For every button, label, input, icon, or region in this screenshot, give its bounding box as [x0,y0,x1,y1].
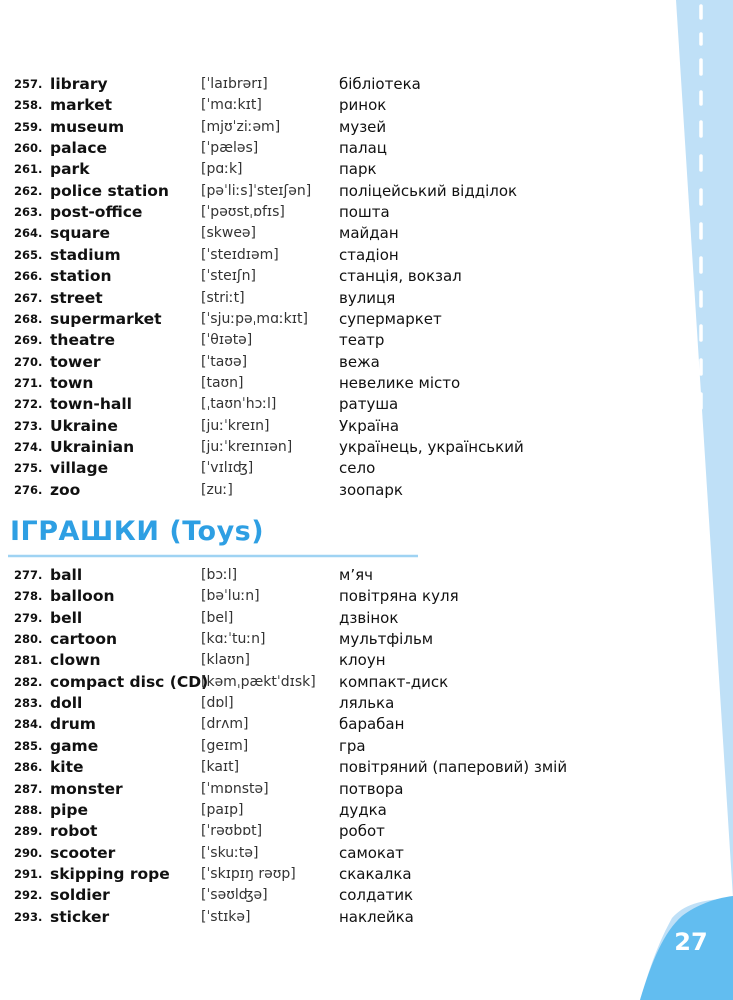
entry-number: 289. [14,824,43,839]
page-number: 27 [674,928,708,956]
transcription: [bɔːl] [201,567,238,583]
english-word: scooter [50,843,116,862]
entry-number: 287. [14,781,43,796]
ukrainian-translation: українець, український [339,437,524,456]
english-word: Ukrainian [50,437,135,456]
transcription: [ˈrəʊbɒt] [201,823,263,840]
entry-number: 269. [14,333,43,348]
transcription: [skweə] [201,225,257,242]
entry-number: 260. [14,141,43,156]
transcription: [pəˈliːs]ˈsteɪʃən] [201,182,312,199]
ukrainian-translation: вежа [339,352,380,371]
ukrainian-translation: вулиця [339,288,396,307]
ukrainian-translation: пошта [339,203,390,222]
english-word: compact disc (CD) [50,672,209,691]
english-word: balloon [50,587,115,606]
transcription: [ˈmɒnstə] [201,780,269,797]
entry-number: 281. [14,653,43,668]
entry-number: 265. [14,247,43,262]
ukrainian-translation: поліцейський відділок [339,181,518,200]
english-word: sticker [50,907,110,926]
ukrainian-translation: скакалка [339,864,412,883]
entry-number: 288. [14,802,43,817]
english-word: zoo [50,480,81,499]
transcription: [bəˈluːn] [201,588,260,605]
entry-number: 273. [14,418,43,433]
entry-number: 258. [14,98,43,113]
ukrainian-translation: зоопарк [339,480,403,499]
ukrainian-translation: мультфільм [339,630,434,649]
transcription: [ˈmɑːkɪt] [201,97,262,114]
transcription: [taʊn] [201,374,244,391]
english-word: doll [50,694,83,713]
entry-number: 283. [14,696,43,711]
ukrainian-translation: гра [339,736,366,755]
transcription: [ˈsteɪʃn] [201,268,256,285]
english-word: town-hall [50,395,132,414]
english-word: bell [50,608,83,627]
english-word: park [50,160,90,179]
transcription: [klaʊn] [201,652,251,669]
ukrainian-translation: повітряна куля [339,587,459,606]
entry-number: 277. [14,568,43,582]
english-word: monster [50,779,123,798]
english-word: market [50,96,113,115]
transcription: [geɪm] [201,737,249,754]
english-word: ball [50,566,83,584]
ukrainian-translation: м’яч [339,566,373,584]
ukrainian-translation: майдан [339,224,399,243]
entry-number: 291. [14,866,43,881]
entry-number: 262. [14,183,43,198]
english-word: cartoon [50,630,118,649]
entry-number: 271. [14,375,43,390]
english-word: robot [50,822,98,841]
transcription: [striːt] [201,289,245,306]
page-edge-decoration [638,0,733,1000]
ukrainian-translation: клоун [339,651,386,670]
entry-number: 285. [14,738,43,753]
english-word: museum [50,117,125,136]
english-word: theatre [50,331,115,350]
transcription: [juːˈkreɪn] [201,417,270,434]
ukrainian-translation: музей [339,117,387,136]
entry-number: 261. [14,162,43,177]
entry-number: 267. [14,290,43,305]
entry-number: 275. [14,461,43,476]
transcription: [ˈvɪlɪʤ] [201,460,254,477]
ukrainian-translation: самокат [339,843,404,862]
entry-number: 276. [14,482,43,497]
section-title-underline [8,554,418,558]
transcription: [dɒl] [201,695,234,712]
ukrainian-translation: ринок [339,96,387,115]
entry-number: 279. [14,610,43,625]
transcription: [ˈsəʊlʤə] [201,887,268,904]
transcription: [ˈstɪkə] [201,908,251,925]
transcription: [paɪp] [201,801,244,818]
ukrainian-translation: повітряний (паперовий) змій [339,758,568,777]
ukrainian-translation: бібліотека [339,75,421,93]
entry-number: 263. [14,205,43,220]
ukrainian-translation: дзвінок [339,608,399,627]
english-word: supermarket [50,309,162,328]
english-word: village [50,459,109,478]
ukrainian-translation: палац [339,139,387,158]
transcription: [zuː] [201,481,233,498]
transcription: [ˈpæləs] [201,140,259,157]
ukrainian-translation: лялька [339,694,395,713]
entry-number: 270. [14,354,43,369]
english-word: pipe [50,800,89,819]
ukrainian-translation: станція, вокзал [339,267,462,286]
transcription: [ˈtaʊə] [201,353,248,370]
transcription: [ˈskuːtə] [201,844,259,861]
entry-number: 274. [14,439,43,454]
transcription: [drʌm] [201,716,249,733]
entry-number: 278. [14,589,43,604]
ukrainian-translation: супермаркет [339,309,442,328]
english-word: police station [50,181,169,200]
english-word: drum [50,715,96,734]
ukrainian-translation: стадіон [339,245,399,264]
ukrainian-translation: наклейка [339,907,414,926]
side-panel [640,0,733,1000]
ukrainian-translation: дудка [339,800,387,819]
english-word: tower [50,352,101,371]
entry-number: 286. [14,760,43,775]
transcription: [ˈlaɪbrərɪ] [201,76,268,92]
ukrainian-translation: Україна [339,416,400,435]
entry-number: 264. [14,226,43,241]
transcription: [kɑːˈtuːn] [201,631,266,648]
ukrainian-translation: ратуша [339,395,399,414]
english-word: Ukraine [50,416,118,435]
english-word: skipping rope [50,864,170,883]
transcription: [kəmˌpæktˈdɪsk] [201,673,316,690]
entry-number: 292. [14,888,43,903]
ukrainian-translation: село [339,459,376,478]
english-word: library [50,75,108,93]
transcription: [ˈsjuːpəˌmɑːkɪt] [201,310,308,327]
english-word: soldier [50,886,110,905]
ukrainian-translation: робот [339,822,385,841]
entry-number: 257. [14,77,43,91]
ukrainian-translation: компакт-диск [339,672,449,691]
ukrainian-translation: барабан [339,715,405,734]
english-word: game [50,736,99,755]
transcription: [ˈskɪpɪŋ rəʊp] [201,865,296,882]
entry-number: 282. [14,674,43,689]
transcription: [kaɪt] [201,759,240,776]
english-word: street [50,288,103,307]
transcription: [ˈsteɪdɪəm] [201,246,279,263]
transcription: [pɑːk] [201,161,243,178]
transcription: [ˈθɪətə] [201,332,253,349]
entry-number: 259. [14,119,43,134]
english-word: stadium [50,245,121,264]
transcription: [bel] [201,609,234,626]
ukrainian-translation: потвора [339,779,404,798]
english-word: clown [50,651,101,670]
transcription: [juːˈkreɪnɪən] [201,438,293,455]
english-word: palace [50,139,108,158]
english-word: square [50,224,110,243]
transcription: [ˈpəʊstˌɒfɪs] [201,204,285,221]
ukrainian-translation: парк [339,160,377,179]
transcription: [mjʊˈziːəm] [201,118,281,135]
entry-number: 290. [14,845,43,860]
section-title: ІГРАШКИ (Toys) [10,516,265,547]
english-word: post-office [50,203,143,222]
english-word: station [50,267,112,286]
entry-number: 272. [14,397,43,412]
english-word: kite [50,758,84,777]
ukrainian-translation: театр [339,331,385,350]
entry-number: 266. [14,269,43,284]
english-word: town [50,373,94,392]
ukrainian-translation: невелике місто [339,373,461,392]
entry-number: 284. [14,717,43,732]
entry-number: 280. [14,632,43,647]
entry-number: 293. [14,909,43,924]
ukrainian-translation: солдатик [339,886,414,905]
transcription: [ˌtaʊnˈhɔːl] [201,396,277,413]
entry-number: 268. [14,311,43,326]
